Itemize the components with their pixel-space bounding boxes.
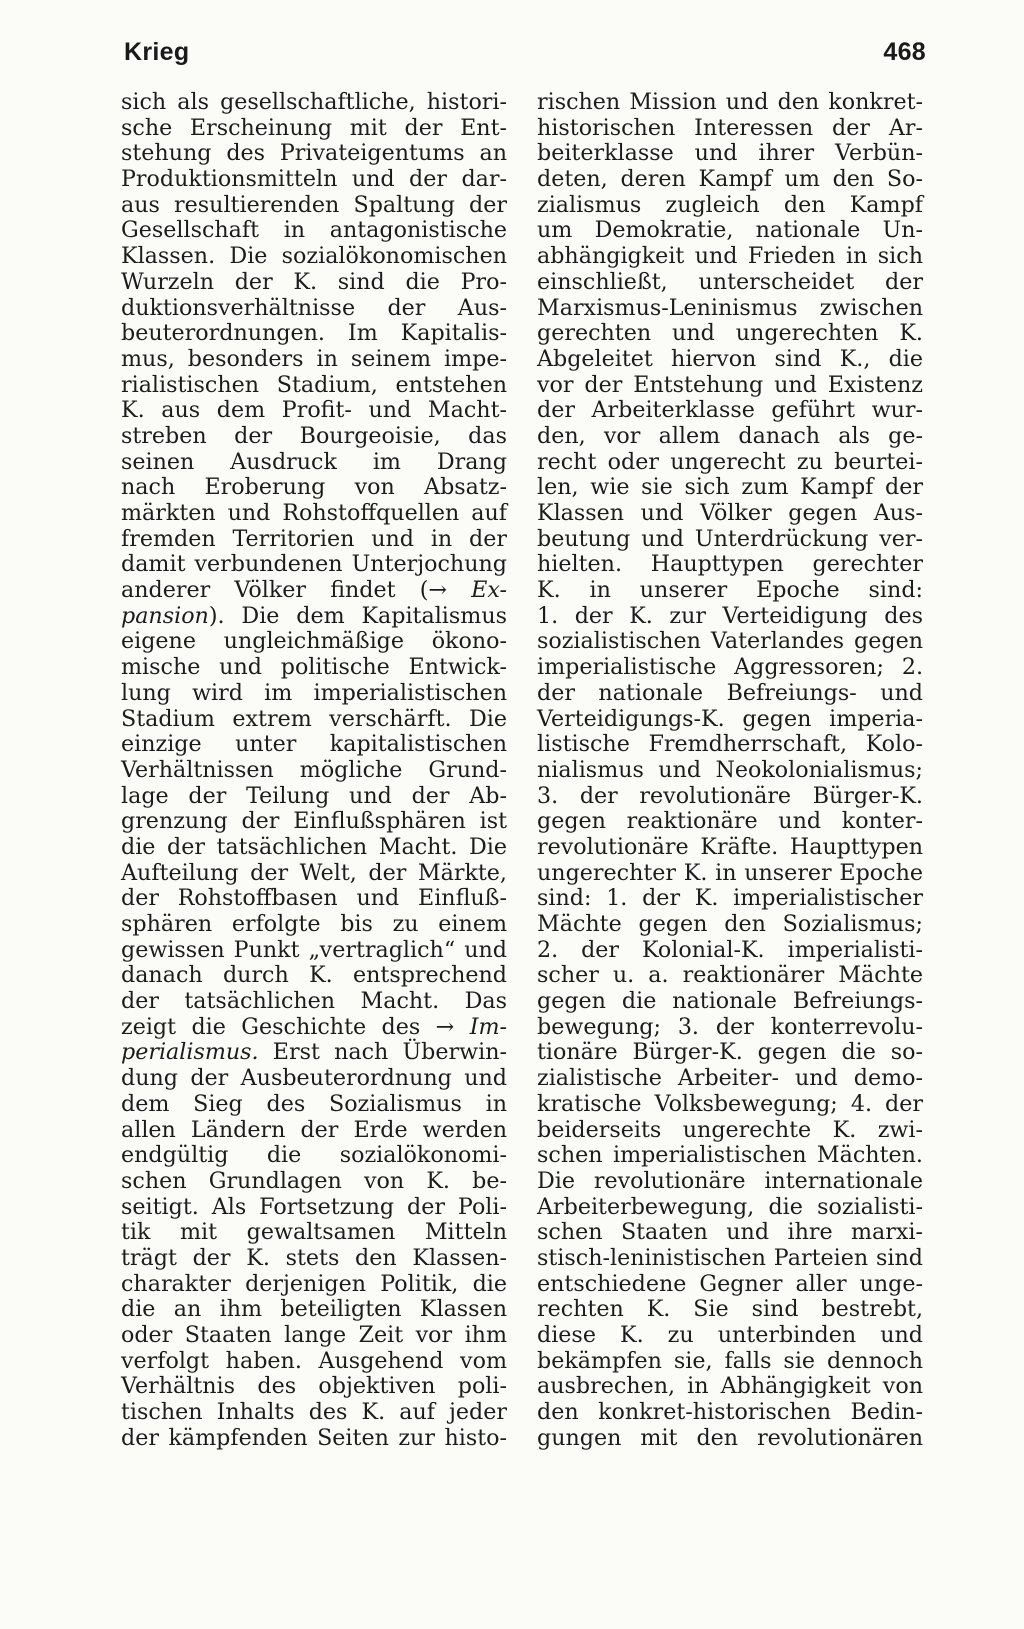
text-line: die der tatsächlichen Macht. Die xyxy=(121,833,507,860)
text-line: Gesellschaft in antagonistische xyxy=(121,217,507,244)
text-line: beuterordnungen. Im Kapitalis- xyxy=(121,320,507,347)
text-line: mus, besonders in seinem impe- xyxy=(121,345,507,372)
text-line: seinen Ausdruck im Drang xyxy=(121,448,507,475)
text-line: len, wie sie sich zum Kampf der xyxy=(537,474,923,501)
text-line: stehung des Privateigentums an xyxy=(121,140,507,167)
text-line: stisch-leninistischen Parteien sind xyxy=(537,1244,923,1271)
text-line: scher u. a. reaktionärer Mächte xyxy=(537,962,923,989)
text-line: der Arbeiterklasse geführt wur- xyxy=(537,397,923,424)
text-line: 1. der K. zur Verteidigung des xyxy=(537,602,923,629)
text-line: lung wird im imperialistischen xyxy=(121,679,507,706)
text-line: danach durch K. entsprechend xyxy=(121,962,507,989)
text-line: sche Erscheinung mit der Ent- xyxy=(121,114,507,141)
running-head-word: Krieg xyxy=(124,38,190,66)
text-line: beiderseits ungerechte K. zwi- xyxy=(537,1116,923,1143)
text-line: zialistische Arbeiter- und demo- xyxy=(537,1065,923,1092)
text-line: nialismus und Neokolonialismus; xyxy=(537,756,923,783)
text-line: Aufteilung der Welt, der Märkte, xyxy=(121,859,507,886)
text-line: verfolgt haben. Ausgehend vom xyxy=(121,1347,507,1374)
text-column-right xyxy=(537,90,923,1451)
text-line: gungen mit den revolutionären xyxy=(537,1424,923,1451)
text-line: der nationale Befreiungs- und xyxy=(537,679,923,706)
text-line: einschließt, unterscheidet der xyxy=(537,268,923,295)
text-line: trägt der K. stets den Klassen- xyxy=(121,1244,507,1271)
text-line: grenzung der Einflußsphären ist xyxy=(121,808,507,835)
text-line: vor der Entstehung und Existenz xyxy=(537,371,923,398)
text-line: rialistischen Stadium, entstehen xyxy=(121,371,507,398)
text-line: rechten K. Sie sind bestrebt, xyxy=(537,1296,923,1323)
text-line: perialismus. Erst nach Überwin- xyxy=(121,1039,507,1066)
text-line: bewegung; 3. der konterrevolu- xyxy=(537,1013,923,1040)
text-line: charakter derjenigen Politik, die xyxy=(121,1270,507,1297)
text-line: 3. der revolutionäre Bürger-K. xyxy=(537,782,923,809)
text-line: imperialistische Aggressoren; 2. xyxy=(537,654,923,681)
text-line: schen Staaten und ihre marxi- xyxy=(537,1219,923,1246)
text-line: Stadium extrem verschärft. Die xyxy=(121,705,507,732)
text-line: Verteidigungs-K. gegen imperia- xyxy=(537,705,923,732)
text-line: die an ihm beteiligten Klassen xyxy=(121,1296,507,1323)
text-line: rischen Mission und den konkret- xyxy=(537,89,923,115)
text-line: streben der Bourgeoisie, das xyxy=(121,422,507,449)
text-line: ungerechter K. in unserer Epoche xyxy=(537,859,923,886)
text-line: recht oder ungerecht zu beurtei- xyxy=(537,448,923,475)
text-line: entschiedene Gegner aller unge- xyxy=(537,1270,923,1297)
text-line: fremden Territorien und in der xyxy=(121,525,507,552)
text-line: 2. der Kolonial-K. imperialisti- xyxy=(537,936,923,963)
text-line: gegen reaktionäre und konter- xyxy=(537,808,923,835)
text-line: oder Staaten lange Zeit vor ihm xyxy=(121,1322,507,1348)
text-line: diese K. zu unterbinden und xyxy=(537,1322,923,1348)
text-line: ausbrechen, in Abhängigkeit von xyxy=(537,1373,923,1400)
text-line: pansion). Die dem Kapitalismus xyxy=(121,602,507,629)
text-line: anderer Völker findet (→ Ex- xyxy=(121,577,507,604)
text-line: revolutionäre Kräfte. Haupttypen xyxy=(537,833,923,860)
text-line: um Demokratie, nationale Un- xyxy=(537,217,923,244)
text-line: abhängigkeit und Frieden in sich xyxy=(537,243,923,270)
text-line: historischen Interessen der Ar- xyxy=(537,114,923,141)
text-line: Verhältnissen mögliche Grund- xyxy=(121,756,507,783)
text-line: den, vor allem danach als ge- xyxy=(537,422,923,449)
text-line: tik mit gewaltsamen Mitteln xyxy=(121,1219,507,1246)
text-line: kratische Volksbewegung; 4. der xyxy=(537,1090,923,1117)
text-line: einzige unter kapitalistischen xyxy=(121,731,507,758)
text-line: Mächte gegen den Sozialismus; xyxy=(537,911,923,937)
text-line: zeigt die Geschichte des → Im- xyxy=(121,1013,507,1040)
text-line: schen Grundlagen von K. be- xyxy=(121,1167,507,1194)
text-line: der Rohstoffbasen und Einfluß- xyxy=(121,885,507,912)
text-line: der kämpfenden Seiten zur histo- xyxy=(121,1424,507,1451)
text-line: sozialistischen Vaterlandes gegen xyxy=(537,628,923,655)
text-line: eigene ungleichmäßige ökono- xyxy=(121,628,507,655)
text-line: lage der Teilung und der Ab- xyxy=(121,782,507,809)
page-number: 468 xyxy=(883,38,926,66)
text-line: endgültig die sozialökonomi- xyxy=(121,1142,507,1169)
text-line: Klassen und Völker gegen Aus- xyxy=(537,500,923,526)
text-line: dem Sieg des Sozialismus in xyxy=(121,1090,507,1117)
text-line: listische Fremdherrschaft, Kolo- xyxy=(537,731,923,758)
cross-reference-term: Im- xyxy=(469,1013,507,1040)
text-line: der tatsächlichen Macht. Das xyxy=(121,988,507,1015)
text-line: K. in unserer Epoche sind: xyxy=(537,577,923,604)
text-line: Produktionsmitteln und der dar- xyxy=(121,166,507,193)
text-line: K. aus dem Profit- und Macht- xyxy=(121,397,507,424)
text-line: sphären erfolgte bis zu einem xyxy=(121,911,507,937)
text-line: dung der Ausbeuterordnung und xyxy=(121,1065,507,1092)
text-line: Die revolutionäre internationale xyxy=(537,1167,923,1194)
cross-reference-term: pansion xyxy=(121,602,209,629)
text-line: tionäre Bürger-K. gegen die so- xyxy=(537,1039,923,1066)
text-line: Wurzeln der K. sind die Pro- xyxy=(121,268,507,295)
text-line: tischen Inhalts des K. auf jeder xyxy=(121,1399,507,1426)
text-line: Klassen. Die sozialökonomischen xyxy=(121,243,507,270)
text-line: den konkret-historischen Bedin- xyxy=(537,1399,923,1426)
text-line: duktionsverhältnisse der Aus- xyxy=(121,294,507,321)
text-line: Arbeiterbewegung, die sozialisti- xyxy=(537,1193,923,1220)
text-line: beiterklasse und ihrer Verbün- xyxy=(537,140,923,167)
text-line: seitigt. Als Fortsetzung der Poli- xyxy=(121,1193,507,1220)
text-line: hielten. Haupttypen gerechter xyxy=(537,551,923,578)
text-line: schen imperialistischen Mächten. xyxy=(537,1142,923,1169)
text-line: Abgeleitet hiervon sind K., die xyxy=(537,345,923,372)
text-line: allen Ländern der Erde werden xyxy=(121,1116,507,1143)
text-line: Marxismus-Leninismus zwischen xyxy=(537,294,923,321)
cross-reference-term: Ex- xyxy=(471,577,507,604)
text-line: deten, deren Kampf um den So- xyxy=(537,166,923,193)
text-line: sind: 1. der K. imperialistischer xyxy=(537,885,923,912)
text-line: beutung und Unterdrückung ver- xyxy=(537,525,923,552)
text-line: mische und politische Entwick- xyxy=(121,654,507,681)
text-line: zialismus zugleich den Kampf xyxy=(537,191,923,218)
text-line: bekämpfen sie, falls sie dennoch xyxy=(537,1347,923,1374)
text-line: märkten und Rohstoffquellen auf xyxy=(121,500,507,526)
cross-reference-term: perialismus. xyxy=(121,1039,259,1066)
text-column-left xyxy=(121,90,507,1451)
text-line: gerechten und ungerechten K. xyxy=(537,320,923,347)
text-line: sich als gesellschaftliche, histori- xyxy=(121,89,507,115)
text-line: nach Eroberung von Absatz- xyxy=(121,474,507,501)
text-line: damit verbundenen Unterjochung xyxy=(121,551,507,578)
text-line: aus resultierenden Spaltung der xyxy=(121,191,507,218)
text-line: gewissen Punkt „vertraglich“ und xyxy=(121,936,507,963)
text-line: gegen die nationale Befreiungs- xyxy=(537,988,923,1015)
text-line: Verhältnis des objektiven poli- xyxy=(121,1373,507,1400)
